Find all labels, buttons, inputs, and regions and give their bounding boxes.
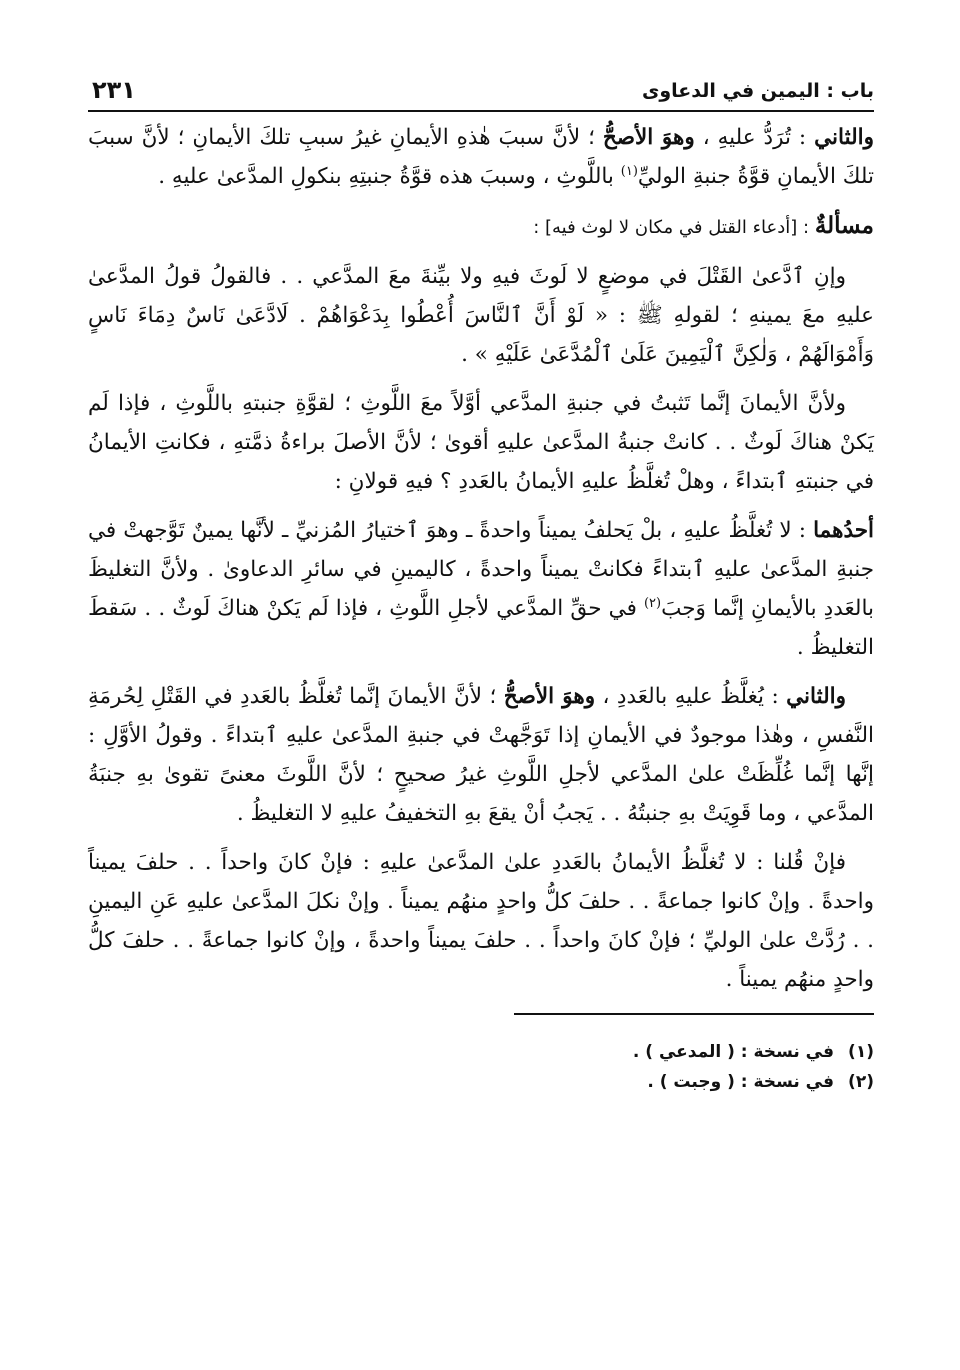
footnote-ref-2: (٢) [643, 595, 662, 611]
issue-label: مسألةٌ [814, 212, 874, 239]
page-number: ٢٣١ [92, 76, 136, 104]
paragraph-3: وإنِ ٱدَّعىٰ القَتْلَ في موضعٍ لا لَوثَ فيهِ ولا بيِّنةَ معَ المدَّعي . . فالقولُ قولُ المدَّعىٰ عليهِ معَ يمينهِ ؛ لقولهِ ﷺ : « لَوْ أَنَّ ٱلنَّاسَ أُعْطُوا بِدَعْوَاهُمْ . لَادَّعَىٰ نَاسٌ دِمَاءَ نَاسٍ وَأَمْوَالَهُمْ ، وَلٰكِنَّ ٱلْيَمِينَ عَلَىٰ ٱلْمُدَّعَىٰ عَلَيْهِ » . [88, 264, 874, 367]
chapter-title: باب : اليمين في الدعاوى [641, 80, 874, 102]
book-page [88, 70, 874, 1097]
paragraph-6: والثاني : يُغلَّظُ عليهِ بالعَددِ ، وهوَ الأصحُّ ؛ لأنَّ الأيمانَ إنَّما تُغلَّظُ بالعَددِ في القَتْلِ لِحُرمَةِ النَّفسِ ، وهٰذا موجودٌ في الأيمانِ إذا تَوَجَّهتْ في جنبةِ المدَّعىٰ عليهِ ٱبتداءً . وقولُ الأوَّلِ : إنَّها إنَّما غُلِّظَتْ علىٰ المدَّعي لأجلِ اللَّوثِ غيرُ صحيحٍ ؛ لأنَّ اللَّوثَ معنىً تقوىٰ بهِ جنبَةُ المدَّعي ، وما قَوِيَتْ بهِ جنبتُهُ . . يَجبُ أنْ يقعَ بهِ التخفيفُ عليهِ لا التغليظُ . [88, 684, 874, 826]
lead-word: والثاني [814, 125, 874, 150]
footnote-number: (١) [848, 1042, 874, 1062]
footnote [88, 1037, 874, 1067]
paragraph-7: فإنْ قُلنا : لا تُغلَّظُ الأيمانُ بالعَددِ علىٰ المدَّعىٰ عليهِ : فإنْ كانَ واحداً . . حلفَ يميناً واحدةً . وإنْ كانوا جماعةً . . حلفَ كلُّ واحدٍ منهُم يميناً . وإنْ نكلَ المدَّعىٰ عليهِ عَنِ اليمينِ . . رُدَّتْ علىٰ الوليِّ ؛ فإنْ كانَ واحداً . . حلفَ يميناً واحدةً ، وإنْ كانوا جماعةً . . حلفَ كلُّ واحدٍ منهُم يميناً . [88, 850, 874, 992]
issue-heading [88, 206, 874, 247]
footnote-number: (٢) [848, 1072, 874, 1092]
footnote-text: في نسخة : ( وجبت ) . [647, 1072, 834, 1092]
main-text [88, 118, 874, 999]
lead-word: والثاني [786, 684, 846, 709]
paragraph-4: ولأنَّ الأيمانَ إنَّما تَثبتُ في جنبةِ المدَّعي أوَّلاً معَ اللَّوثِ ؛ لقوَّةِ جنبتهِ باللَّوثِ ، فإذا لَم يَكنْ هناكَ لَوثٌ . . كانتْ جنبةُ المدَّعىٰ عليهِ أقوىٰ ؛ لأنَّ الأصلَ براءةُ ذمَّتهِ ، فكانتِ الأيمانُ في جنبتهِ ٱبتداءً ، وهلْ تُغلَّظُ عليهِ الأيمانُ بالعَددِ ؟ فيهِ قولانِ : [88, 391, 874, 494]
emphasis: وهوَ الأصحُّ [602, 125, 695, 150]
footnote [88, 1067, 874, 1097]
running-header [88, 70, 874, 112]
footnotes [88, 1037, 874, 1097]
footnote-divider [514, 1013, 874, 1015]
lead-word: أحدُهما [813, 518, 874, 543]
paragraph-1: والثاني : تُرَدُّ عليهِ ، وهوَ الأصحُّ ؛ لأنَّ سببَ هٰذهِ الأيمانِ غيرُ سببِ تلكَ الأيمانِ ؛ لأنَّ سببَ تلكَ الأيمانِ قوَّةُ جنبةِ الوليِّ$^{(١)}$ باللَّوثِ ، وسببَ هذه قوَّةُ جنبتِهِ بنكولِ المدَّعىٰ عليهِ . [88, 125, 874, 189]
emphasis: وهوَ الأصحُّ [503, 684, 596, 709]
issue-title: : [أدعاء القتل في مكان لا لوث فيه] : [533, 217, 815, 238]
footnote-ref-1: (١) [620, 163, 638, 179]
footnote-text: في نسخة : ( المدعي ) . [632, 1042, 834, 1062]
paragraph-5: أحدُهما : لا تُغلَّظُ عليهِ ، بلْ يَحلفُ يميناً واحدةً ـ وهوَ ٱختيارُ المُزنيِّ ـ لأنَّها يمينٌ تَوَّجهتْ في جنبةِ المدَّعىٰ عليهِ ٱبتداءً فكانتْ يميناً واحدةً ، كاليمينِ في سائرِ الدعاوىٰ . ولأنَّ التغليظَ بالعَددِ بالأيمانِ إنَّما وَجبَ$^{(٢)}$ في حقِّ المدَّعي لأجلِ اللَّوثِ ، فإذا لَم يَكنْ هناكَ لَوثٌ . . سَقطَ التغليظُ . [88, 518, 874, 660]
